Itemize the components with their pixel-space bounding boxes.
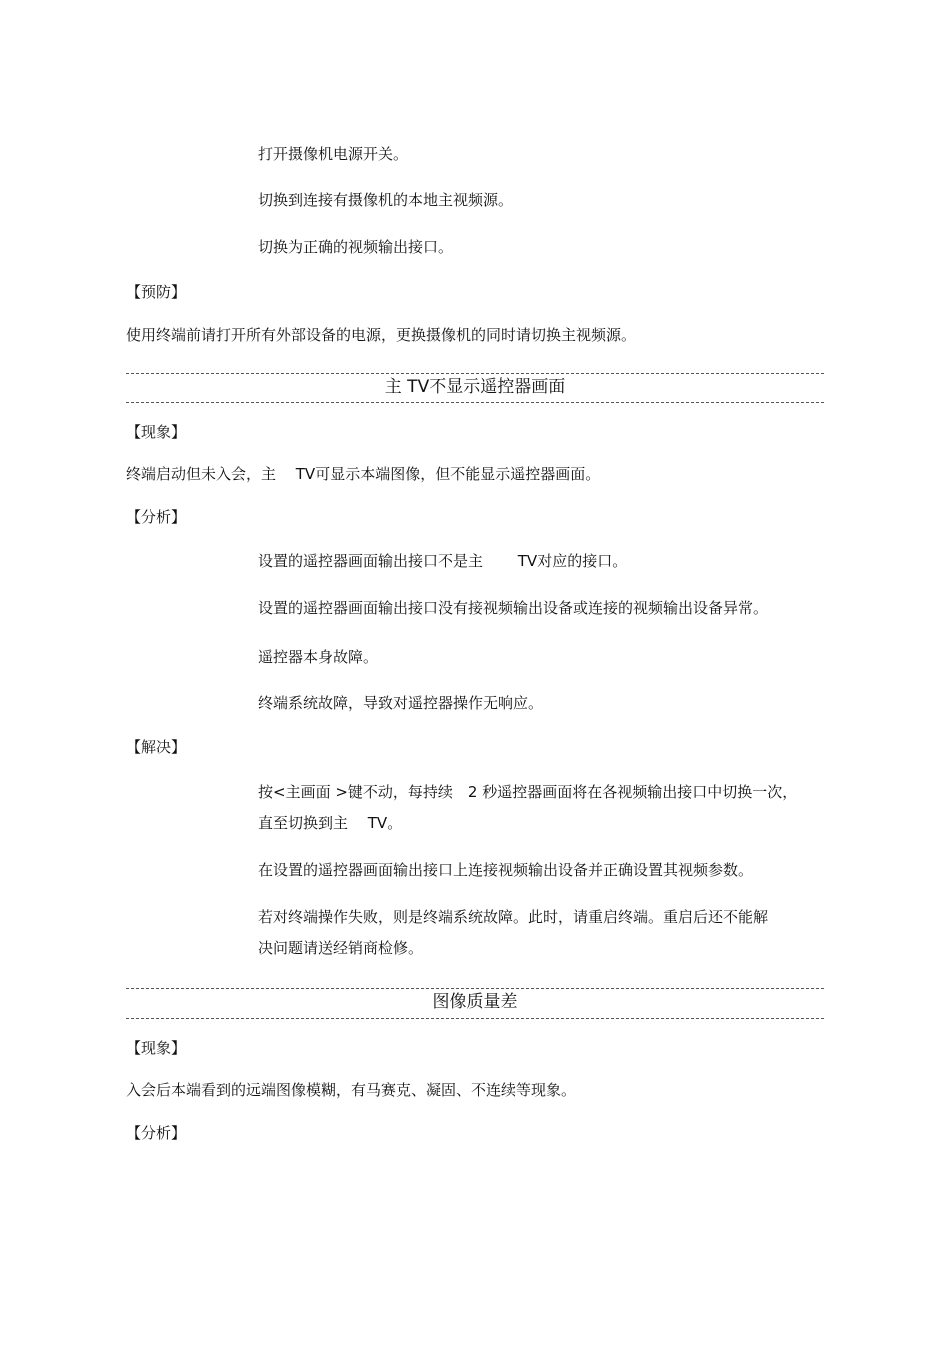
- analysis-label: 【分析】: [126, 508, 187, 526]
- prevent-label: 【预防】: [126, 283, 187, 301]
- section-rule-top-2: [126, 988, 824, 989]
- solution-item-1-line-2: 直至切换到主 TV。: [258, 814, 403, 832]
- phenomenon-text-2: 入会后本端看到的远端图像模糊，有马赛克、凝固、不连续等现象。: [126, 1081, 577, 1099]
- section-title-remote-display: 主 TV不显示遥控器画面: [384, 377, 566, 397]
- phenomenon-text: 终端启动但未入会，主 TV可显示本端图像，但不能显示遥控器画面。: [126, 465, 601, 483]
- analysis-item-1: 设置的遥控器画面输出接口不是主 TV对应的接口。: [258, 552, 628, 570]
- phenomenon-label: 【现象】: [126, 423, 187, 441]
- solution-item-1-line-1: 按<主画面 >键不动，每持续 2 秒遥控器画面将在各视频输出接口中切换一次，: [258, 783, 798, 801]
- solution-label: 【解决】: [126, 738, 187, 756]
- prevent-text: 使用终端前请打开所有外部设备的电源，更换摄像机的同时请切换主视频源。: [126, 326, 637, 344]
- phenomenon-label-2: 【现象】: [126, 1039, 187, 1057]
- resolution-item-2: 切换到连接有摄像机的本地主视频源。: [258, 191, 514, 209]
- analysis-item-2: 设置的遥控器画面输出接口没有接视频输出设备或连接的视频输出设备异常。: [258, 599, 769, 617]
- resolution-item-3: 切换为正确的视频输出接口。: [258, 238, 454, 256]
- analysis-item-3: 遥控器本身故障。: [258, 648, 379, 666]
- section-rule-top: [126, 373, 824, 374]
- solution-item-3-line-2: 决问题请送经销商检修。: [258, 939, 424, 957]
- section-rule-bottom-2: [126, 1018, 824, 1019]
- analysis-item-4: 终端系统故障，导致对遥控器操作无响应。: [258, 694, 544, 712]
- resolution-item-1: 打开摄像机电源开关。: [258, 145, 409, 163]
- solution-item-3-line-1: 若对终端操作失败，则是终端系统故障。此时，请重启终端。重启后还不能解: [258, 908, 769, 926]
- section-rule-bottom: [126, 402, 824, 403]
- analysis-label-2: 【分析】: [126, 1124, 187, 1142]
- section-title-image-quality: 图像质量差: [432, 992, 518, 1012]
- solution-item-2: 在设置的遥控器画面输出接口上连接视频输出设备并正确设置其视频参数。: [258, 861, 754, 879]
